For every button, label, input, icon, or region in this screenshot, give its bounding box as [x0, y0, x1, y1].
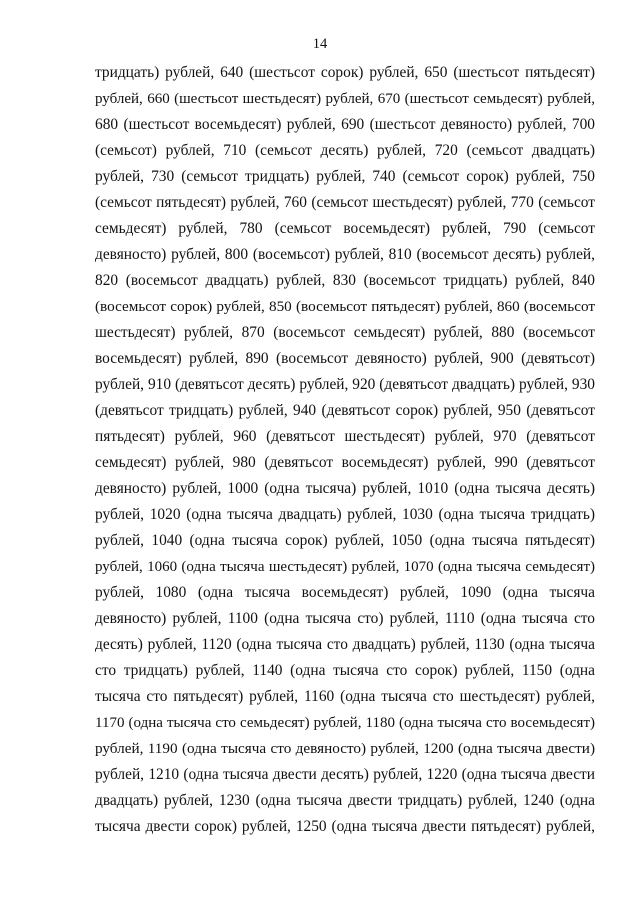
text-line: девяносто) рублей, 1100 (одна тысяча сто) рублей, 1110 (одна тысяча сто	[95, 610, 595, 627]
text-line: двадцать) рублей, 1230 (одна тысяча двести тридцать) рублей, 1240 (одна	[95, 792, 595, 809]
text-line: (семьсот пятьдесят) рублей, 760 (семьсот шестьдесят) рублей, 770 (семьсот	[95, 194, 595, 211]
text-line: рублей, 1080 (одна тысяча восемьдесят) рублей, 1090 (одна тысяча	[95, 584, 595, 601]
text-line: 820 (восемьсот двадцать) рублей, 830 (восемьсот тридцать) рублей, 840	[95, 272, 595, 289]
text-line: (девятьсот тридцать) рублей, 940 (девятьсот сорок) рублей, 950 (девятьсот	[95, 402, 595, 419]
text-line: девяносто) рублей, 1000 (одна тысяча) рублей, 1010 (одна тысяча десять)	[95, 480, 595, 497]
text-line: тысяча двести сорок) рублей, 1250 (одна тысяча двести пятьдесят) рублей,	[95, 818, 595, 835]
text-line: 680 (шестьсот восемьдесят) рублей, 690 (шестьсот девяносто) рублей, 700	[95, 116, 595, 133]
text-line: рублей, 910 (девятьсот десять) рублей, 920 (девятьсот двадцать) рублей, 930	[95, 376, 595, 393]
text-line: пятьдесят) рублей, 960 (девятьсот шестьдесят) рублей, 970 (девятьсот	[95, 428, 595, 445]
text-line: девяносто) рублей, 800 (восемьсот) рублей, 810 (восемьсот десять) рублей,	[95, 246, 595, 263]
text-line: восемьдесят) рублей, 890 (восемьсот девяносто) рублей, 900 (девятьсот)	[95, 350, 595, 367]
text-line: рублей, 730 (семьсот тридцать) рублей, 740 (семьсот сорок) рублей, 750	[95, 168, 595, 185]
text-line: шестьдесят) рублей, 870 (восемьсот семьдесят) рублей, 880 (восемьсот	[95, 324, 595, 341]
text-line: 1170 (одна тысяча сто семьдесят) рублей, 1180 (одна тысяча сто восемьдесят)	[95, 715, 595, 731]
page-number: 14	[312, 36, 328, 52]
text-line: рублей, 1060 (одна тысяча шестьдесят) рублей, 1070 (одна тысяча семьдесят)	[95, 559, 595, 575]
text-line: семьдесят) рублей, 980 (девятьсот восемьдесят) рублей, 990 (девятьсот	[95, 454, 595, 471]
text-line: рублей, 660 (шестьсот шестьдесят) рублей, 670 (шестьсот семьдесят) рублей,	[95, 91, 595, 107]
text-line: семьдесят) рублей, 780 (семьсот восемьдесят) рублей, 790 (семьсот	[95, 220, 595, 237]
text-line: рублей, 1020 (одна тысяча двадцать) рублей, 1030 (одна тысяча тридцать)	[95, 506, 595, 523]
text-line: (семьсот) рублей, 710 (семьсот десять) рублей, 720 (семьсот двадцать)	[95, 142, 595, 159]
text-line: тридцать) рублей, 640 (шестьсот сорок) рублей, 650 (шестьсот пятьдесят)	[95, 64, 595, 81]
text-line: рублей, 1210 (одна тысяча двести десять) рублей, 1220 (одна тысяча двести	[95, 766, 595, 783]
text-line: десять) рублей, 1120 (одна тысяча сто двадцать) рублей, 1130 (одна тысяча	[95, 636, 595, 653]
body-text	[95, 60, 595, 840]
text-line: рублей, 1190 (одна тысяча сто девяносто) рублей, 1200 (одна тысяча двести)	[95, 740, 595, 757]
text-line: рублей, 1040 (одна тысяча сорок) рублей, 1050 (одна тысяча пятьдесят)	[95, 532, 595, 549]
text-line: сто тридцать) рублей, 1140 (одна тысяча сто сорок) рублей, 1150 (одна	[95, 662, 595, 679]
text-line: тысяча сто пятьдесят) рублей, 1160 (одна тысяча сто шестьдесят) рублей,	[95, 688, 595, 705]
text-line: (восемьсот сорок) рублей, 850 (восемьсот пятьдесят) рублей, 860 (восемьсот	[95, 298, 595, 315]
